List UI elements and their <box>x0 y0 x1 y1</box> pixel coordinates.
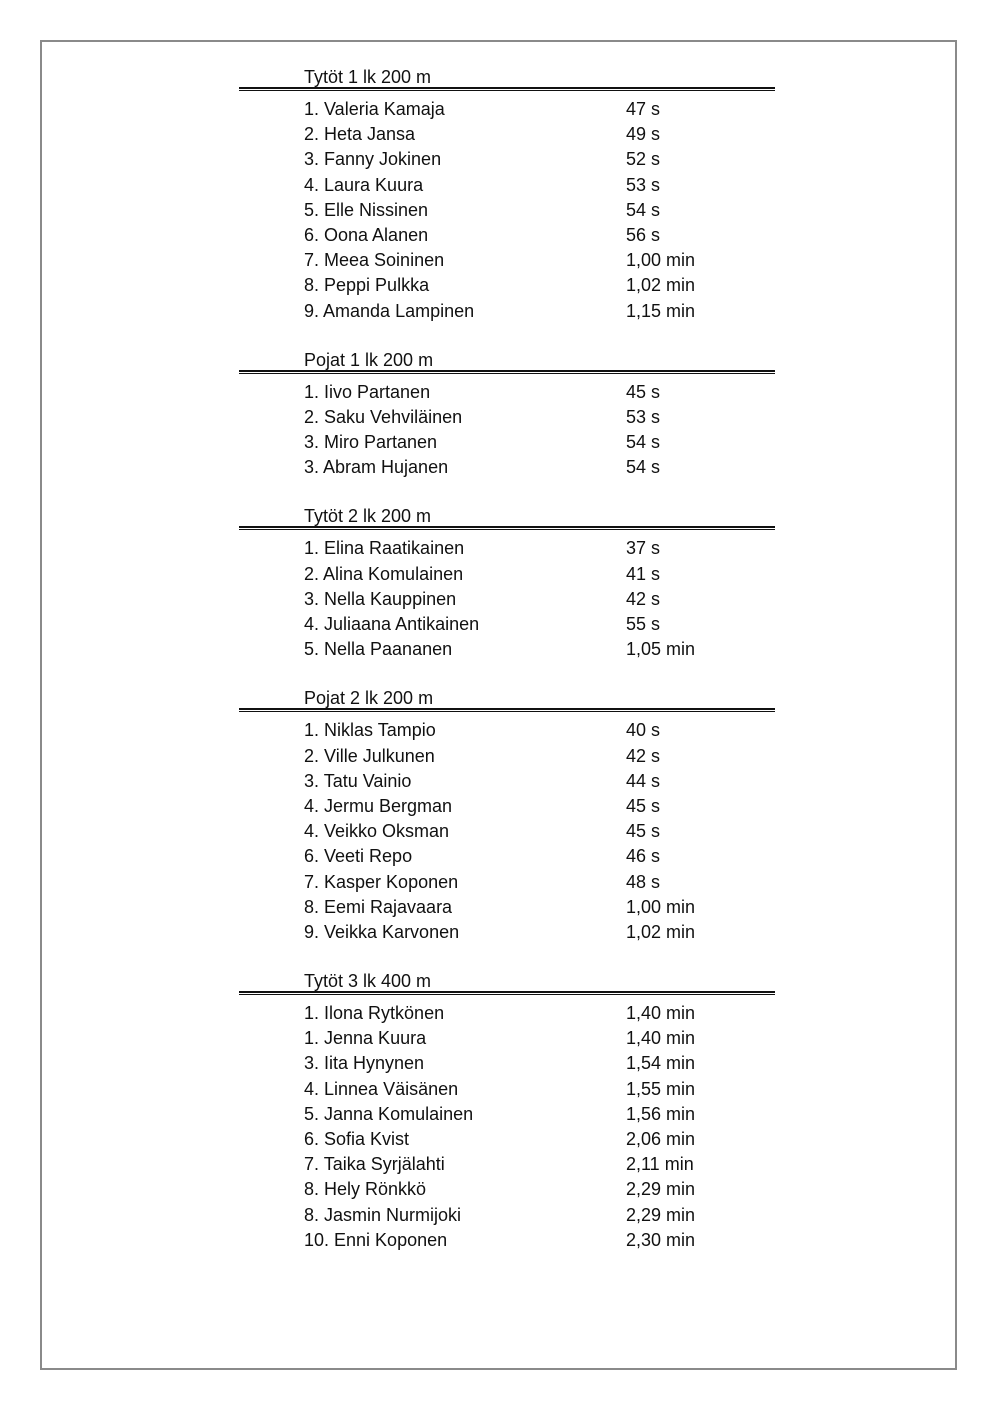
result-row <box>0 455 1000 480</box>
athlete-name: 3. Abram Hujanen <box>304 457 449 478</box>
section-spacer <box>0 945 1000 971</box>
result-row <box>0 97 1000 122</box>
result-row <box>0 587 1000 612</box>
section-title: Tytöt 1 lk 200 m <box>304 67 432 87</box>
athlete-name: 5. Elle Nissinen <box>304 199 429 220</box>
result-row <box>0 844 1000 869</box>
result-time: 40 s <box>626 720 661 741</box>
result-row <box>0 299 1000 324</box>
result-time: 37 s <box>626 538 661 559</box>
result-row <box>0 819 1000 844</box>
result-time: 53 s <box>626 406 661 427</box>
athlete-name: 7. Meea Soininen <box>304 250 445 271</box>
result-time: 45 s <box>626 795 661 816</box>
result-time: 1,55 min <box>626 1078 696 1099</box>
athlete-name: 7. Taika Syrjälahti <box>304 1154 445 1175</box>
result-time: 54 s <box>626 432 661 453</box>
result-row <box>0 1177 1000 1202</box>
athlete-name: 6. Sofia Kvist <box>304 1129 410 1149</box>
athlete-name: 4. Juliaana Antikainen <box>304 614 480 634</box>
result-time: 53 s <box>626 174 661 195</box>
result-row <box>0 1001 1000 1026</box>
athlete-name: 9. Veikka Karvonen <box>304 921 460 942</box>
double-rule <box>239 370 775 374</box>
athlete-name: 4. Laura Kuura <box>304 174 424 195</box>
athlete-name: 9. Amanda Lampinen <box>304 300 475 321</box>
result-time: 2,30 min <box>626 1229 696 1250</box>
result-row <box>0 1102 1000 1127</box>
section-spacer <box>0 662 1000 688</box>
result-row <box>0 769 1000 794</box>
result-row <box>0 637 1000 662</box>
double-rule <box>239 708 775 712</box>
result-time: 56 s <box>626 224 661 245</box>
result-time: 2,06 min <box>626 1129 696 1149</box>
result-time: 54 s <box>626 457 661 478</box>
result-row <box>0 536 1000 561</box>
double-rule <box>239 526 775 530</box>
result-row <box>0 1077 1000 1102</box>
result-row <box>0 718 1000 743</box>
result-time: 46 s <box>626 846 661 867</box>
results-list <box>0 97 1000 324</box>
result-row <box>0 198 1000 223</box>
athlete-name: 10. Enni Koponen <box>304 1229 448 1250</box>
athlete-name: 1. Iivo Partanen <box>304 381 431 402</box>
section-title: Tytöt 3 lk 400 m <box>304 971 432 992</box>
athlete-name: 6. Oona Alanen <box>304 224 429 245</box>
result-time: 44 s <box>626 770 661 791</box>
athlete-name: 6. Veeti Repo <box>304 846 413 867</box>
section-spacer <box>0 324 1000 350</box>
result-time: 1,00 min <box>626 896 696 917</box>
athlete-name: 8. Hely Rönkkö <box>304 1179 427 1200</box>
result-time: 2,11 min <box>626 1154 694 1175</box>
athlete-name: 2. Alina Komulainen <box>304 563 464 584</box>
result-row <box>0 223 1000 248</box>
result-time: 42 s <box>626 588 661 609</box>
double-rule <box>239 991 775 995</box>
result-time: 45 s <box>626 381 661 402</box>
result-time: 1,00 min <box>626 250 696 271</box>
results-list <box>0 536 1000 662</box>
result-row <box>0 895 1000 920</box>
athlete-name: 5. Janna Komulainen <box>304 1103 474 1124</box>
result-time: 1,02 min <box>626 275 696 296</box>
result-row <box>0 1026 1000 1051</box>
results-sections <box>0 67 1000 1253</box>
athlete-name: 1. Ilona Rytkönen <box>304 1003 445 1024</box>
result-row <box>0 612 1000 637</box>
result-row <box>0 380 1000 405</box>
results-section <box>0 350 1000 481</box>
section-spacer <box>0 480 1000 506</box>
athlete-name: 8. Jasmin Nurmijoki <box>304 1204 462 1225</box>
results-section <box>0 688 1000 945</box>
result-time: 42 s <box>626 745 661 766</box>
result-row <box>0 744 1000 769</box>
athlete-name: 3. Nella Kauppinen <box>304 588 457 609</box>
result-time: 49 s <box>626 124 661 145</box>
result-row <box>0 173 1000 198</box>
result-row <box>0 147 1000 172</box>
result-time: 41 s <box>626 563 661 584</box>
result-time: 48 s <box>626 871 661 892</box>
section-title: Pojat 2 lk 200 m <box>304 688 434 709</box>
athlete-name: 1. Jenna Kuura <box>304 1028 427 1049</box>
section-title: Pojat 1 lk 200 m <box>304 349 434 370</box>
result-time: 54 s <box>626 199 661 220</box>
result-row <box>0 920 1000 945</box>
result-time: 1,15 min <box>626 300 696 321</box>
athlete-name: 5. Nella Paananen <box>304 639 453 660</box>
result-time: 2,29 min <box>626 1204 696 1225</box>
result-row <box>0 405 1000 430</box>
result-row <box>0 273 1000 298</box>
athlete-name: 1. Valeria Kamaja <box>304 99 445 119</box>
athlete-name: 7. Kasper Koponen <box>304 871 459 892</box>
result-time: 1,02 min <box>626 921 696 942</box>
athlete-name: 2. Ville Julkunen <box>304 745 435 766</box>
result-time: 47 s <box>626 99 661 119</box>
result-time: 2,29 min <box>626 1179 696 1200</box>
result-row <box>0 430 1000 455</box>
result-time: 52 s <box>626 149 661 170</box>
result-row <box>0 794 1000 819</box>
result-time: 55 s <box>626 614 661 634</box>
result-row <box>0 248 1000 273</box>
athlete-name: 4. Veikko Oksman <box>304 821 450 842</box>
results-list <box>0 380 1000 481</box>
result-row <box>0 1051 1000 1076</box>
result-row <box>0 870 1000 895</box>
result-row <box>0 1228 1000 1253</box>
athlete-name: 3. Iita Hynynen <box>304 1053 425 1074</box>
result-time: 1,40 min <box>626 1003 696 1024</box>
athlete-name: 1. Elina Raatikainen <box>304 538 465 559</box>
athlete-name: 1. Niklas Tampio <box>304 720 436 741</box>
result-row <box>0 122 1000 147</box>
result-time: 1,56 min <box>626 1103 696 1124</box>
result-row <box>0 1127 1000 1152</box>
athlete-name: 8. Eemi Rajavaara <box>304 896 453 917</box>
result-time: 1,40 min <box>626 1028 696 1049</box>
athlete-name: 3. Miro Partanen <box>304 432 438 453</box>
result-row <box>0 1152 1000 1177</box>
results-section <box>0 506 1000 662</box>
result-time: 1,54 min <box>626 1053 696 1074</box>
result-time: 1,05 min <box>626 639 696 660</box>
athlete-name: 3. Fanny Jokinen <box>304 149 442 170</box>
athlete-name: 2. Heta Jansa <box>304 124 416 145</box>
results-section <box>0 67 1000 324</box>
result-row <box>0 562 1000 587</box>
double-rule <box>239 87 775 91</box>
athlete-name: 3. Tatu Vainio <box>304 770 412 791</box>
results-list <box>0 1001 1000 1253</box>
results-section <box>0 971 1000 1253</box>
results-list <box>0 718 1000 945</box>
athlete-name: 8. Peppi Pulkka <box>304 275 430 296</box>
athlete-name: 4. Linnea Väisänen <box>304 1078 459 1099</box>
results-document <box>0 67 1000 1253</box>
athlete-name: 4. Jermu Bergman <box>304 795 453 816</box>
result-time: 45 s <box>626 821 661 842</box>
result-row <box>0 1203 1000 1228</box>
section-title: Tytöt 2 lk 200 m <box>304 506 432 527</box>
athlete-name: 2. Saku Vehviläinen <box>304 406 463 427</box>
